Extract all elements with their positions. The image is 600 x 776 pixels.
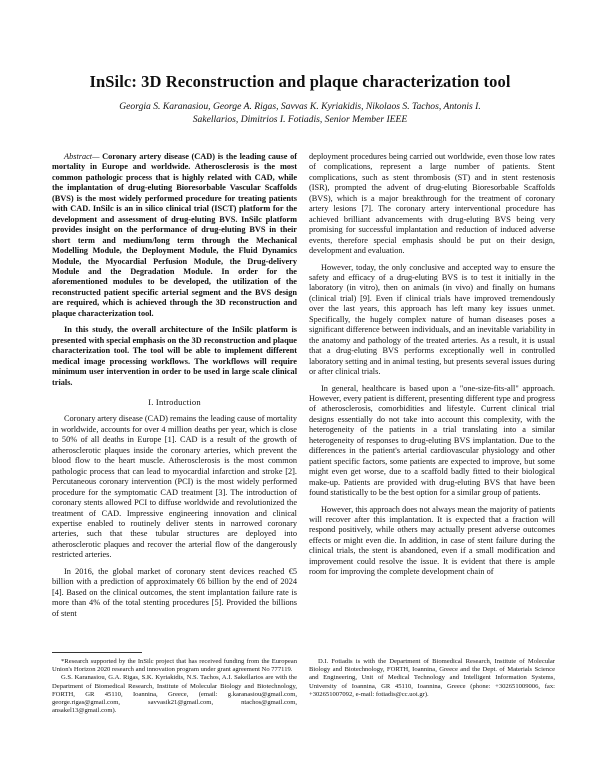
footnote-affiliation: G.S. Karanasiou, G.A. Rigas, S.K. Kyriakidis, N.S. Tachos, A.I. Sakellarios are with the Department of Biomedical Research, Institute of Molecular Biology and Biotechnology, FORTH, GR 45110, Ioannina, Greece, (email: g.karanasiou@gmail.com, george.rigas@gmail.com, savvasik21@gmail.com, ntachos@gmail.com, ansakel13@gmail.com). <box>52 674 297 715</box>
section-heading-introduction: I. Introduction <box>148 396 201 407</box>
abstract-label: Abstract— <box>64 152 100 161</box>
body-paragraph: In general, healthcare is based upon a "one-size-fits-all" approach. However, every patient is different, presenting different type and progress of atherosclerosis, comorbidities and lifestyle. Current clinical trial designs essentially do not take into account this complexity, with the heterogeneity of the patients in a trial translating into a similar heterogeneity of responses to drug-eluting BVS implantation. Due to the differences in the patient's arterial cardiovascular physiology and other patient specific factors, some patients are expected to improve, but some might even get worse, due to a scaffold badly fitted to their biological make-up. Patients are provided with drug-eluting BVS that have been found statistically to be the best option for a similar group of patients. <box>309 383 555 498</box>
left-column <box>52 152 297 619</box>
body-paragraph: Coronary artery disease (CAD) remains the leading cause of mortality in worldwide, accounts for over 4 million deaths per year, which is close to 50% of all deaths in Europe [1]. CAD is a result of the growth of atherosclerotic plaques inside the coronary arteries, which prevent the blood flow to the heart muscle. Atherosclerosis is the most common pathologic process that can lead to myocardial infarction and stroke [2]. Percutaneous coronary intervention (PCI) is the most widely performed procedure for the symptomatic CAD treatment [3]. The introduction of coronary stents allowed PCI to diffuse worldwide and revolutionized the treatment of CAD. Impressive engineering innovation and clinical expertise enabled to routinely deliver stents in narrowed coronary arteries, such that these tubular structures are deployed into atherosclerotic plaques and recover the arterial flow of the dangerously restricted arteries. <box>52 414 297 560</box>
authors-line-1: Georgia S. Karanasiou, George A. Rigas, Savvas K. Kyriakidis, Nikolaos S. Tachos, Antonis I. <box>119 101 481 112</box>
footnote-divider <box>52 652 142 653</box>
abstract-paragraph <box>52 152 297 319</box>
body-paragraph: In 2016, the global market of coronary stent devices reached €5 billion with a prediction of approximately €6 billion by the end of 2024 [4]. Based on the clinical outcomes, the stent implantation failure rate is more than 4% of the total stenting procedures [5]. Provided the billions of stent <box>52 566 297 618</box>
body-paragraph: However, today, the only conclusive and accepted way to ensure the safety and efficacy of a drug-eluting BVS is to test it initially in the laboratory (in vitro), then on animals (in vivo) and finally on humans (clinical trial) [9]. Even if clinical trials have improved tremendously over the last years, this approach has left many key issues unmet. Specifically, the hugely complex nature of human diseases poses a significant difference between individuals, and an inevitable variability in the anatomy and pathology of the treated arteries. As a result, it is usual that a drug-eluting BVS performs exceptionally well in controlled laboratory setting and in animal testing, but presents several issues during or after clinical trials. <box>309 262 555 377</box>
footnote-affiliation-fotiadis: D.I. Fotiadis is with the Department of Biomedical Research, Institute of Molecular Biology and Biotechnology, FORTH, Ioannina, Greece and the Dept. of Materials Science and Engineering, Unit of Medical Technology and Intelligent Information Systems, University of Ioannina, GR 45110, Ioannina, Greece (phone: +302651009006, fax: +302651007092, e-mail: fotiadis@cc.uoi.gr). <box>309 658 555 698</box>
right-column <box>309 152 555 578</box>
footnote-right <box>309 658 555 699</box>
footnote-funding: *Research supported by the InSilc project that has received funding from the European Union's Horizon 2020 research and innovation program under grant agreement No 777119. <box>52 658 297 674</box>
abstract-text: Coronary artery disease (CAD) is the leading cause of mortality in Europe and worldwide. Atherosclerosis is the most common pathologic process that is highly related with CAD, while the implantation of drug-eluting Bioresorbable Vascular Scaffolds (BVS) is the most widely performed procedure for treating patients with CAD. InSilc is an in silico clinical trial (ISCT) platform for the development and assessment of drug-eluting BVS. InSilc platform provides insight on the performance of drug-eluting BVS in their short term and medium/long term through the Mechanical Modelling Module, the Deployment Module, the Fluid Dynamics Module, the Myocardial Perfusion Module, the Drug-delivery Module and the Degradation Module. In order for the aforementioned modules to be developed, the utilization of the reconstructed patient specific arterial segment and the BVS design are required, which is achieved through the 3D reconstruction and plaque characterization tool. <box>52 152 297 318</box>
paper-title: InSilc: 3D Reconstruction and plaque characterization tool <box>89 72 511 91</box>
author-list <box>60 100 540 126</box>
body-paragraph: However, this approach does not always mean the majority of patients will recover after this implantation. It is expected that a fraction will respond positively, while others may actually present adverse outcomes effects or might even die. In addition, in case of stent failure during the clinical trials, the stent is abandoned, even if a small modification and improvement could resolve the issue. It is evident that there is ample room for improving the complete development chain of <box>309 504 555 577</box>
abstract-paragraph-2: In this study, the overall architecture of the InSilc platform is presented with special emphasis on the 3D reconstruction and plaque characterization tool. The tool will be able to implement different medical image processing workflows. The workflows will require minimum user intervention in order to be used in large scale clinical trials. <box>52 325 297 387</box>
footnote-left <box>52 658 297 715</box>
body-paragraph: deployment procedures being carried out worldwide, even those low rates of complications, represent a large number of patients. Stent complications, such as stent thrombosis (ST) and in stent restenosis (ISR), prompted the advent of drug-eluting Bioresorbable Scaffolds (BVS), which is a major breakthrough for the treatment of coronary artery lesions [7]. The coronary artery interventional procedure has achieved brilliant advancements with drug-eluting BVS being very promising for successful implantation and reduction of induced adverse events, therefore special emphasis should be put on their design, development and evaluation. <box>309 152 555 256</box>
authors-line-2: Sakellarios, Dimitrios I. Fotiadis, Senior Member IEEE <box>192 114 408 125</box>
